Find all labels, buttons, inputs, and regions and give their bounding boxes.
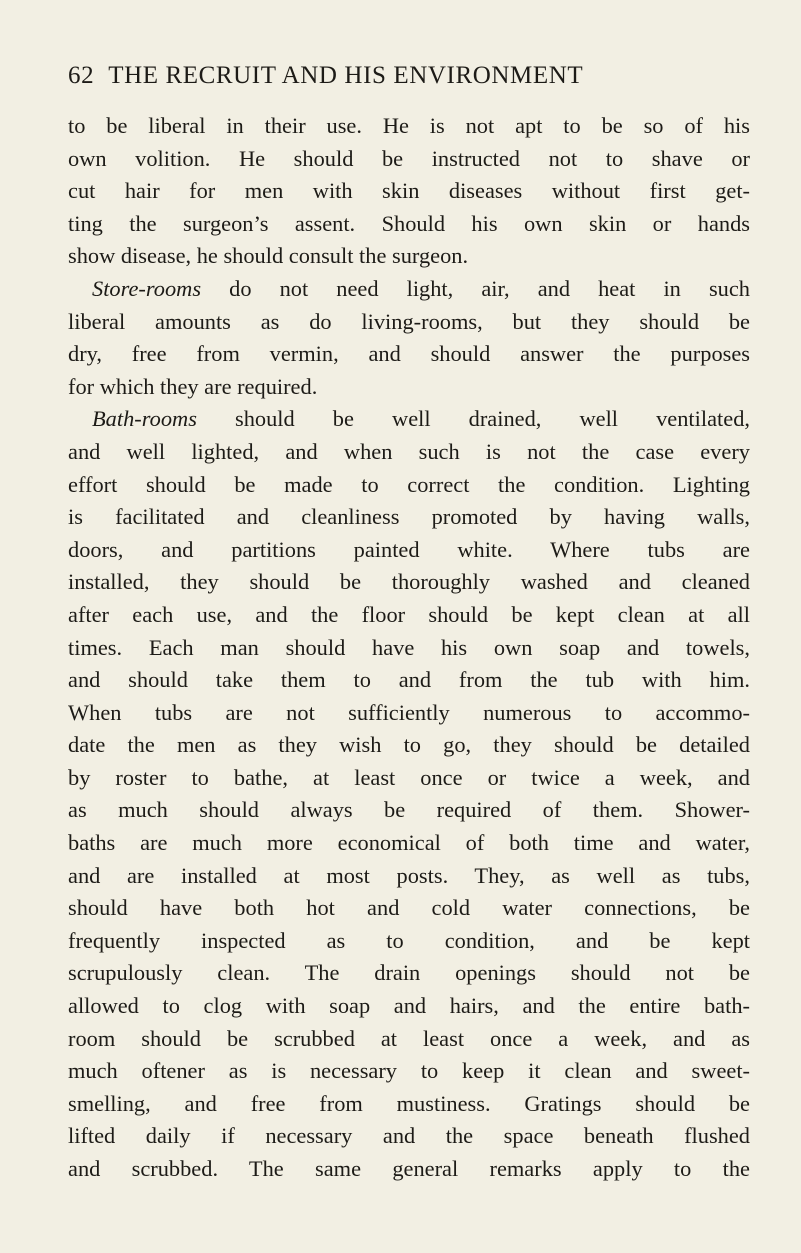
text-line: show disease, he should consult the surgeon. bbox=[68, 243, 469, 269]
text-line: after each use, and the floor should be kept clean at all bbox=[68, 601, 750, 627]
store-rooms-heading: Store-rooms bbox=[92, 275, 202, 301]
text-line: and scrubbed. The same general remarks apply to the bbox=[68, 1156, 750, 1181]
text-line: doors, and partitions painted white. Where tubs are bbox=[68, 536, 750, 562]
text-line: effort should be made to correct the condition. Lighting bbox=[68, 471, 750, 497]
page-number: 62 bbox=[68, 62, 95, 89]
text-line: scrupulously clean. The drain openings should not be bbox=[68, 960, 750, 986]
text-line: for which they are required. bbox=[68, 373, 318, 399]
text-line: is facilitated and cleanliness promoted by having walls, bbox=[68, 504, 750, 530]
text-line: as much should always be required of them. Shower- bbox=[68, 797, 750, 823]
text-line: smelling, and free from mustiness. Gratings should be bbox=[68, 1090, 750, 1116]
running-head bbox=[68, 62, 748, 90]
text-line: room should be scrubbed at least once a week, and as bbox=[68, 1025, 750, 1051]
text-line: lifted daily if necessary and the space beneath flushed bbox=[68, 1123, 750, 1149]
text-line: cut hair for men with skin diseases without first get- bbox=[68, 178, 750, 204]
text-line: liberal amounts as do living-rooms, but they should be bbox=[68, 308, 750, 334]
text-line: times. Each man should have his own soap and towels, bbox=[68, 634, 750, 660]
text-line: installed, they should be thoroughly washed and cleaned bbox=[68, 569, 750, 595]
text-line: baths are much more economical of both time and water, bbox=[68, 830, 750, 856]
text-line: by roster to bathe, at least once or twice a week, and bbox=[68, 764, 750, 790]
text-line bbox=[68, 403, 750, 436]
text-line: allowed to clog with soap and hairs, and the entire bath- bbox=[68, 993, 750, 1019]
text-line: dry, free from vermin, and should answer the purposes bbox=[68, 341, 750, 367]
text-line: own volition. He should be instructed not to shave or bbox=[68, 145, 750, 171]
bath-rooms-heading: Bath-rooms bbox=[92, 406, 197, 432]
text-line: and well lighted, and when such is not the case every bbox=[68, 438, 750, 464]
text-line: date the men as they wish to go, they should be detailed bbox=[68, 732, 750, 758]
text-line: and are installed at most posts. They, as well as tubs, bbox=[68, 862, 750, 888]
text-line: When tubs are not sufficiently numerous to accommo- bbox=[68, 699, 750, 725]
text-line: and should take them to and from the tub with him. bbox=[68, 667, 750, 693]
text-line: to be liberal in their use. He is not apt to be so of his bbox=[68, 113, 750, 138]
text-line-rest: do not need light, air, and heat in such bbox=[229, 275, 750, 301]
body-text bbox=[68, 110, 750, 1186]
text-line: much oftener as is necessary to keep it clean and sweet- bbox=[68, 1058, 750, 1084]
text-line: ting the surgeon’s assent. Should his own skin or hands bbox=[68, 210, 750, 236]
text-line: should have both hot and cold water connections, be bbox=[68, 895, 750, 921]
text-line-rest: should be well drained, well ventilated, bbox=[235, 406, 750, 432]
text-line bbox=[68, 273, 750, 306]
text-line: frequently inspected as to condition, and be kept bbox=[68, 927, 750, 953]
running-title: THE RECRUIT AND HIS ENVIRONMENT bbox=[108, 62, 584, 89]
